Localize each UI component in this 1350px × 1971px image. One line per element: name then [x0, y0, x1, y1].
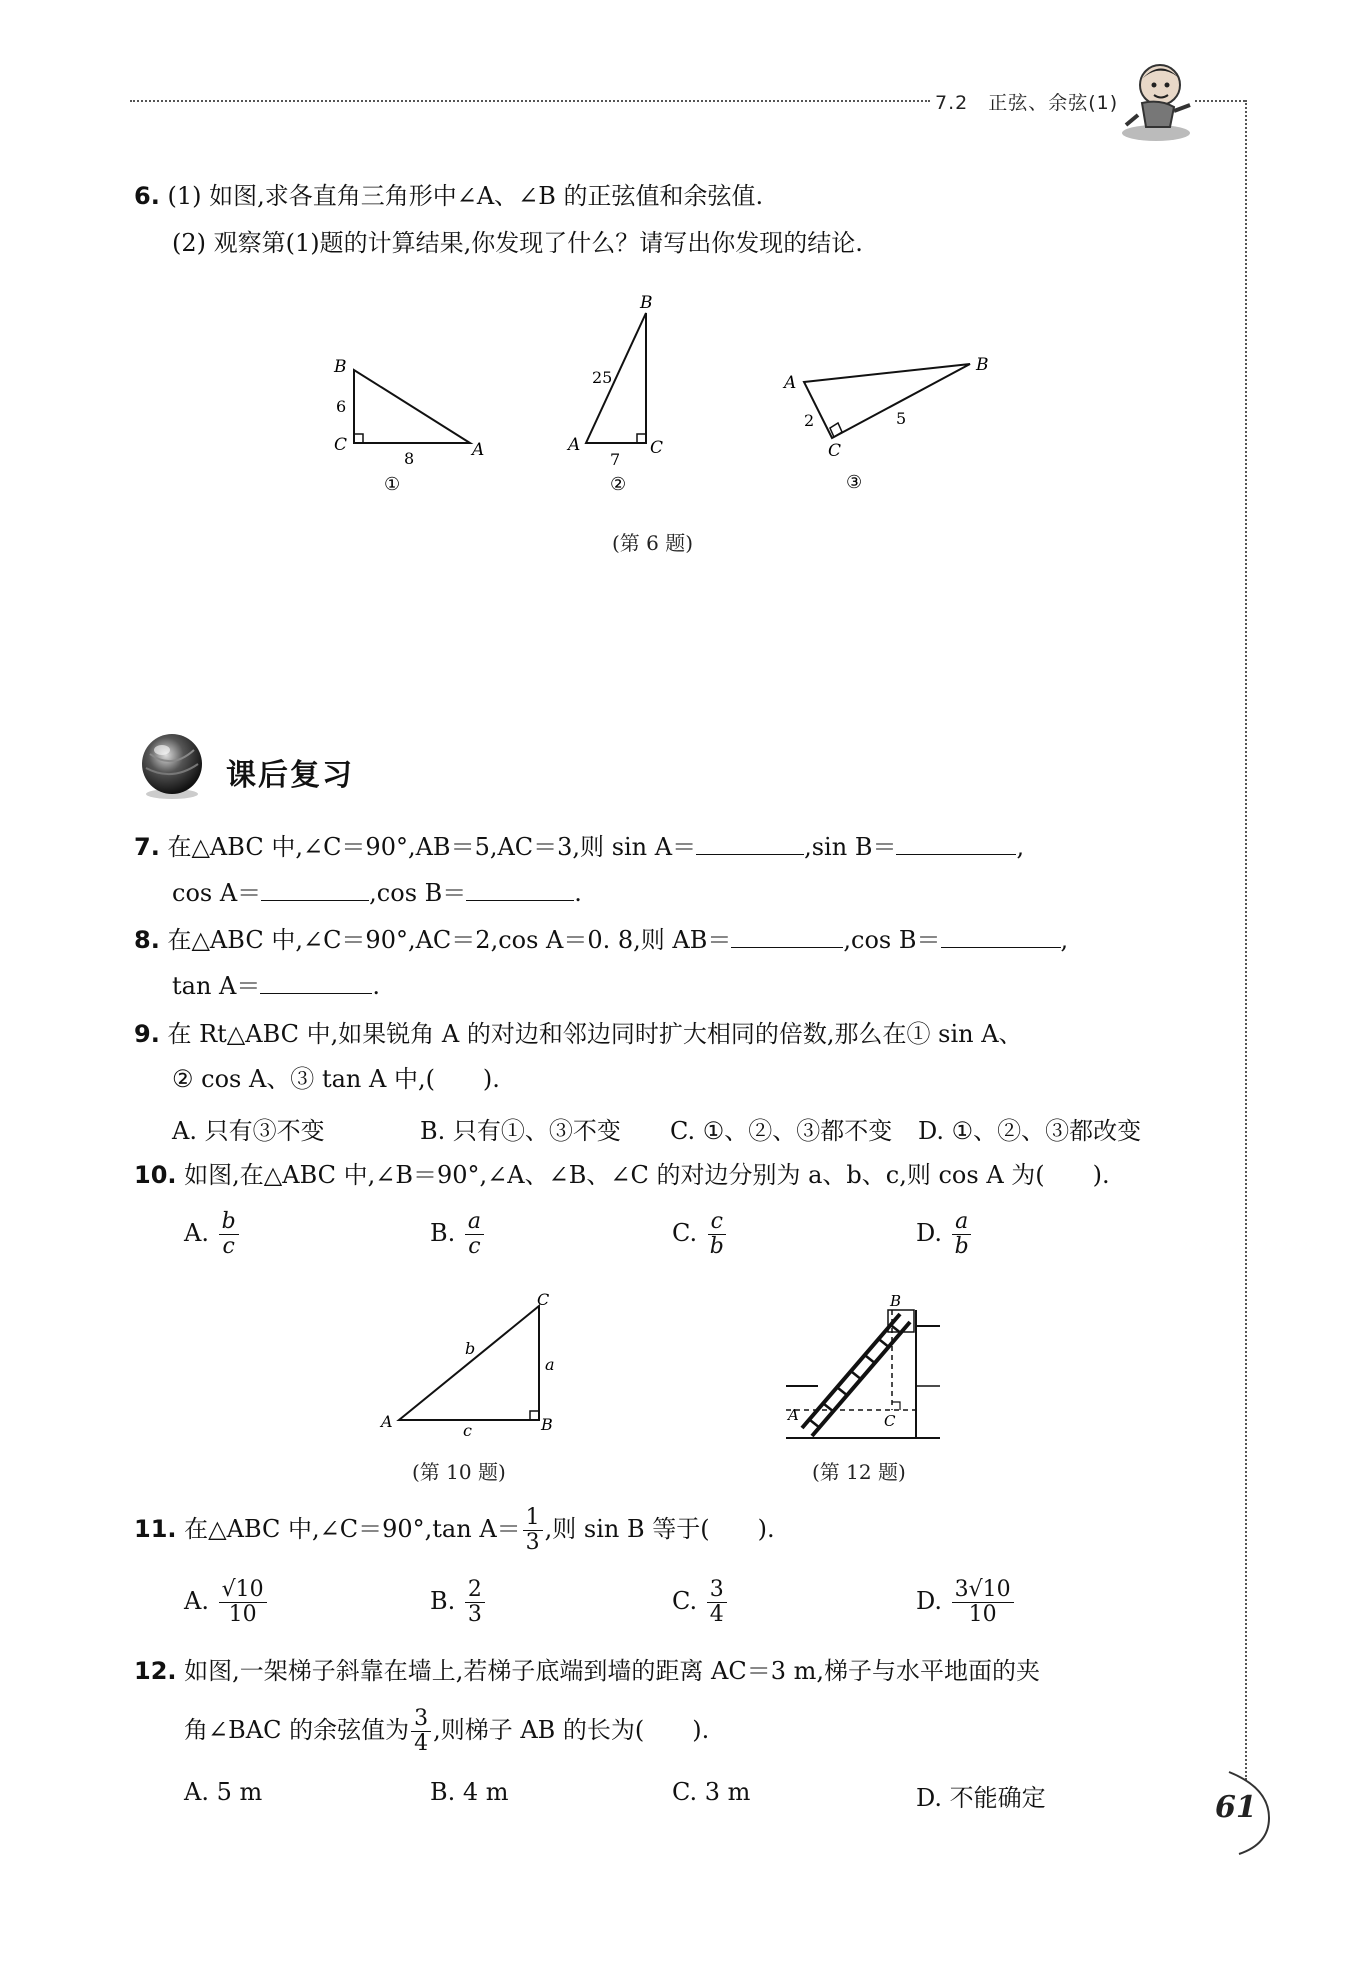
side-length: 25: [592, 368, 613, 387]
option-b[interactable]: [430, 1578, 487, 1627]
question-number: 12.: [134, 1657, 177, 1685]
vertex-label: A: [568, 435, 581, 455]
figure-caption: (第 6 题): [612, 531, 694, 555]
header-dotted-line-right: [1195, 100, 1245, 102]
numerator: c: [708, 1210, 726, 1235]
side-label: c: [463, 1421, 472, 1440]
figure-6-1: [320, 350, 500, 500]
option-b[interactable]: B. 只有①、③不变: [420, 1117, 621, 1145]
option-label: C.: [672, 1219, 698, 1247]
fraction: [465, 1210, 484, 1259]
denominator: 4: [414, 1731, 429, 1756]
margin-dotted-line: [1245, 100, 1247, 1780]
answer-blank[interactable]: [941, 925, 1061, 948]
option-a[interactable]: A. 只有③不变: [172, 1117, 325, 1145]
question-text: ,cos B＝: [843, 926, 941, 954]
answer-blank[interactable]: [731, 925, 843, 948]
question-text: (1) 如图,求各直角三角形中∠A、∠B 的正弦值和余弦值.: [167, 182, 764, 210]
denominator: 4: [709, 1602, 724, 1627]
numerator: 2: [465, 1578, 485, 1603]
side-label: a: [545, 1355, 555, 1374]
question-text: 如图,一架梯子斜靠在墙上,若梯子底端到墙的距离 AC＝3 m,梯子与水平地面的夹: [184, 1657, 1041, 1685]
fraction: [411, 1707, 431, 1756]
figure-label: ①: [384, 474, 401, 495]
section-title: 课后复习: [226, 758, 354, 793]
option-a[interactable]: [184, 1578, 269, 1627]
fraction: [219, 1578, 267, 1627]
numerator: 1: [523, 1506, 543, 1531]
option-a[interactable]: [184, 1210, 241, 1259]
vertex-label: C: [334, 435, 348, 455]
question-text: ,: [1060, 926, 1069, 954]
question-number: 6.: [134, 182, 160, 210]
denominator: b: [709, 1234, 724, 1259]
figure-6-2: [560, 290, 680, 500]
question-text: ,则梯子 AB 的长为( ).: [433, 1716, 710, 1744]
question-12-line2: [184, 1706, 709, 1756]
question-text: 在 Rt△ABC 中,如果锐角 A 的对边和邻边同时扩大相同的倍数,那么在① sin A、: [167, 1020, 1023, 1048]
side-label: b: [465, 1339, 476, 1358]
option-label: D.: [916, 1219, 943, 1247]
denominator: c: [222, 1234, 235, 1259]
option-label: A.: [184, 1219, 209, 1247]
question-number: 8.: [134, 926, 160, 954]
vertex-label: A: [788, 1406, 799, 1424]
vertex-label: A: [381, 1412, 393, 1431]
fraction: [219, 1210, 239, 1259]
question-7-line2: [172, 878, 582, 908]
numerator: √10: [219, 1578, 267, 1603]
answer-blank[interactable]: [260, 971, 372, 994]
figure-6-3: [770, 350, 1010, 500]
question-10-line1: [134, 1160, 1110, 1190]
question-9-line2: ② cos A、③ tan A 中,( ).: [172, 1065, 500, 1093]
option-label: A.: [184, 1587, 209, 1615]
numerator: a: [465, 1210, 484, 1235]
question-number: 11.: [134, 1515, 177, 1543]
fraction: [952, 1578, 1014, 1627]
answer-blank[interactable]: [696, 832, 804, 855]
denominator: 3: [467, 1602, 482, 1627]
option-d[interactable]: D. 不能确定: [916, 1784, 1046, 1812]
option-label: B.: [430, 1587, 456, 1615]
question-number: 10.: [134, 1161, 177, 1189]
answer-blank[interactable]: [261, 878, 369, 901]
question-text: 在△ABC 中,∠C＝90°,AC＝2,cos A＝0. 8,则 AB＝: [167, 926, 732, 954]
answer-blank[interactable]: [896, 832, 1016, 855]
header-section-title: 7.2 正弦、余弦(1): [935, 92, 1119, 114]
figure-12: [780, 1290, 950, 1450]
vertex-label: A: [472, 440, 485, 460]
answer-blank[interactable]: [466, 878, 574, 901]
question-text: 在△ABC 中,∠C＝90°,AB＝5,AC＝3,则 sin A＝: [167, 833, 697, 861]
figure-label: ②: [610, 474, 627, 495]
option-a[interactable]: A. 5 m: [184, 1778, 263, 1806]
question-9-line1: [134, 1019, 1023, 1049]
question-8-line1: [134, 925, 1068, 955]
numerator: a: [952, 1210, 971, 1235]
option-c[interactable]: C. 3 m: [672, 1778, 751, 1806]
vertex-label: B: [976, 355, 989, 375]
option-label: C.: [672, 1587, 698, 1615]
question-text: 在△ABC 中,∠C＝90°,tan A＝: [184, 1515, 521, 1543]
option-b[interactable]: [430, 1210, 486, 1259]
vertex-label: C: [828, 441, 842, 461]
question-text: .: [372, 972, 381, 1000]
question-8-line2: [172, 971, 380, 1001]
fraction: [952, 1210, 972, 1259]
question-text: .: [574, 879, 582, 907]
numerator: 3: [707, 1578, 727, 1603]
option-label: B.: [430, 1219, 456, 1247]
vertex-label: C: [650, 438, 664, 458]
sphere-icon: [136, 730, 208, 802]
denominator: 10: [968, 1602, 997, 1627]
side-length: 5: [896, 409, 907, 428]
page-number: 61: [1215, 1790, 1257, 1825]
question-text: ,: [1016, 833, 1025, 861]
question-text: ,则 sin B 等于( ).: [544, 1515, 775, 1543]
option-c[interactable]: [672, 1578, 729, 1627]
figure-caption: (第 10 题): [412, 1460, 506, 1484]
side-length: 8: [404, 449, 415, 468]
fraction: [707, 1578, 727, 1627]
vertex-label: B: [890, 1292, 902, 1310]
fraction: [707, 1210, 727, 1259]
option-d[interactable]: [916, 1210, 974, 1259]
vertex-label: B: [640, 293, 653, 313]
question-7-line1: [134, 832, 1024, 862]
vertex-label: C: [884, 1412, 896, 1430]
question-number: 9.: [134, 1020, 160, 1048]
denominator: 10: [228, 1602, 257, 1627]
fraction: [523, 1506, 543, 1555]
option-d[interactable]: D. ①、②、③都改变: [918, 1117, 1142, 1145]
question-11-line1: [134, 1505, 775, 1555]
question-text: 角∠BAC 的余弦值为: [184, 1716, 410, 1744]
numerator: 3: [411, 1707, 431, 1732]
question-6-part1: [134, 181, 763, 211]
numerator: b: [219, 1210, 239, 1235]
option-b[interactable]: B. 4 m: [430, 1778, 509, 1806]
figure-label: ③: [846, 472, 863, 493]
vertex-label: C: [537, 1290, 550, 1309]
numerator: 3√10: [952, 1578, 1014, 1603]
question-number: 7.: [134, 833, 160, 861]
question-text: ,sin B＝: [804, 833, 897, 861]
denominator: b: [954, 1234, 969, 1259]
side-length: 7: [610, 450, 621, 469]
option-label: D.: [916, 1587, 943, 1615]
question-text: cos A＝: [172, 879, 262, 907]
side-length: 2: [804, 411, 815, 430]
figure-10: [375, 1290, 575, 1440]
option-d[interactable]: [916, 1578, 1016, 1627]
vertex-label: A: [784, 373, 797, 393]
side-length: 6: [336, 397, 347, 416]
question-text: ,cos B＝: [369, 879, 467, 907]
question-6-part2: (2) 观察第(1)题的计算结果,你发现了什么？请写出你发现的结论.: [172, 229, 863, 257]
denominator: 3: [525, 1530, 540, 1555]
denominator: c: [468, 1234, 481, 1259]
figure-caption: (第 12 题): [812, 1460, 906, 1484]
vertex-label: B: [541, 1415, 553, 1434]
mascot-icon: [1112, 55, 1200, 143]
option-c[interactable]: C. ①、②、③都不变: [670, 1117, 893, 1145]
fraction: [465, 1578, 485, 1627]
vertex-label: B: [334, 357, 347, 377]
question-text: tan A＝: [172, 972, 261, 1000]
question-text: 如图,在△ABC 中,∠B＝90°,∠A、∠B、∠C 的对边分别为 a、b、c,则 cos A 为( ).: [184, 1161, 1110, 1189]
option-c[interactable]: [672, 1210, 729, 1259]
header-dotted-line: [130, 100, 930, 102]
question-12-line1: [134, 1656, 1040, 1686]
